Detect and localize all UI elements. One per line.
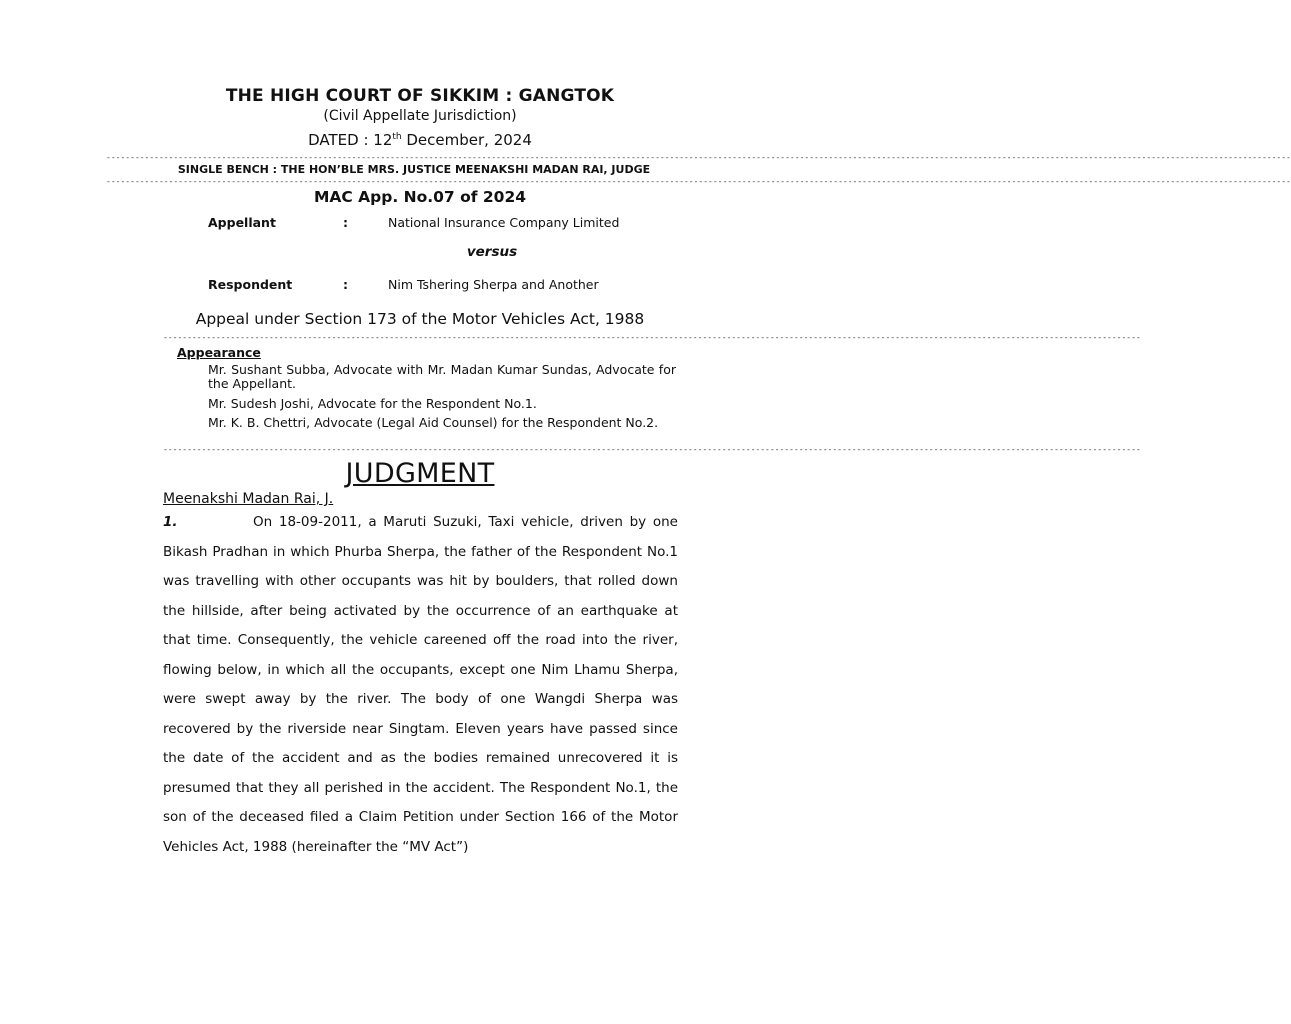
appellant-colon: :	[343, 215, 348, 230]
versus: versus	[466, 244, 518, 260]
jurisdiction: (Civil Appellate Jurisdiction)	[323, 108, 517, 124]
separator: ------------------------------------------------------------------------------------------------------------------------------------------------------------------------------------------------------------------------------------------------------	[106, 153, 1291, 162]
court-title: THE HIGH COURT OF SIKKIM : GANGTOK	[225, 86, 615, 106]
separator: ------------------------------------------------------------------------------------------------------------------------------------------------------------------------------------------------------------------------------------------------------	[106, 177, 1291, 186]
appeal-line: Appeal under Section 173 of the Motor Vehicles Act, 1988	[195, 310, 645, 328]
paragraph-text: On 18-09-2011, a Maruti Suzuki, Taxi vehicle, driven by one Bikash Pradhan in which Phurba Sherpa, the father of the Respondent No.1 was travelling with other occupants was hit by boulders, that rolled down the hillside, after being activated by the occurrence of an earthquake at that time. Consequently, the vehicle careened off the road into the river, flowing below, in which all the occupants, except one Nim Lhamu Sherpa, were swept away by the river. The body of one Wangdi Sherpa was recovered by the riverside near Singtam. Eleven years have passed since the date of the accident and as the bodies remained unrecovered it is presumed that they all perished in the accident. The Respondent No.1, the son of the deceased filed a Claim Petition under Section 166 of the Motor Vehicles Act, 1988 (hereinafter the “MV Act”)	[163, 514, 678, 855]
dated-prefix: DATED : 12	[308, 131, 393, 149]
appearance-line: Mr. Sushant Subba, Advocate with Mr. Madan Kumar Sundas, Advocate for the Appellant.	[208, 362, 676, 391]
bench-line: SINGLE BENCH : THE HON’BLE MRS. JUSTICE MEENAKSHI MADAN RAI, JUDGE	[177, 163, 651, 176]
appellant-label: Appellant	[208, 215, 276, 230]
judgment-title: JUDGMENT	[345, 458, 495, 489]
appearance-title: Appearance	[177, 345, 261, 360]
appearance-line: Mr. K. B. Chettri, Advocate (Legal Aid Counsel) for the Respondent No.2.	[208, 415, 659, 430]
case-number: MAC App. No.07 of 2024	[313, 188, 527, 206]
respondent-colon: :	[343, 277, 348, 292]
respondent-label: Respondent	[208, 277, 293, 292]
appellant-name: National Insurance Company Limited	[388, 215, 620, 230]
separator: -----------------------------------------------------------------------------------------------------------------------------------------------------------------------------------------------------------	[163, 445, 1141, 454]
dated-suffix: December, 2024	[401, 131, 532, 149]
judge-name: Meenakshi Madan Rai, J.	[163, 491, 334, 507]
respondent-name: Nim Tshering Sherpa and Another	[388, 277, 599, 292]
paragraph-1	[163, 508, 678, 862]
dated-line	[0, 131, 840, 149]
appearance-line: Mr. Sudesh Joshi, Advocate for the Respondent No.1.	[208, 396, 537, 411]
paragraph-number: 1.	[163, 514, 178, 530]
dated-sup: th	[392, 132, 402, 142]
separator: -----------------------------------------------------------------------------------------------------------------------------------------------------------------------------------------------------------	[163, 333, 1141, 342]
